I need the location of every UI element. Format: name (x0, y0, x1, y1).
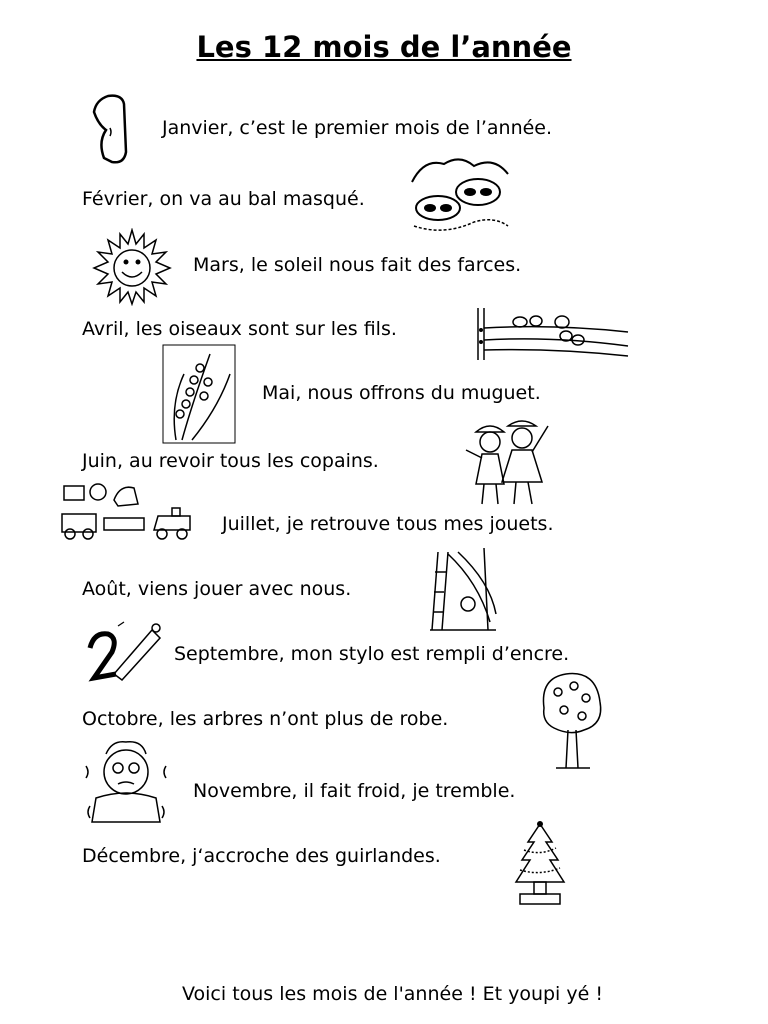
month-line-juillet: Juillet, je retrouve tous mes jouets. (222, 513, 554, 535)
month-line-avril: Avril, les oiseaux sont sur les fils. (82, 318, 397, 340)
birds-on-wire-icon (474, 306, 630, 362)
number-one-icon (88, 92, 130, 166)
playground-slide-icon (428, 542, 498, 634)
smiling-sun-icon (92, 228, 172, 306)
two-children-waving-icon (462, 412, 552, 508)
month-line-juin: Juin, au revoir tous les copains. (82, 450, 379, 472)
month-line-aout: Août, viens jouer avec nous. (82, 578, 352, 600)
month-line-septembre: Septembre, mon stylo est rempli d’encre. (174, 643, 570, 665)
shivering-person-icon (82, 736, 170, 826)
month-line-octobre: Octobre, les arbres n’ont plus de robe. (82, 708, 449, 730)
closing-line: Voici tous les mois de l'année ! Et youpi yé ! (182, 983, 603, 1005)
month-line-mai: Mai, nous offrons du muguet. (262, 382, 541, 404)
carnival-masks-icon (404, 152, 512, 236)
month-line-fevrier: Février, on va au bal masqué. (82, 188, 365, 210)
lily-of-the-valley-icon (162, 344, 236, 444)
month-line-mars: Mars, le soleil nous fait des farces. (193, 254, 522, 276)
month-line-novembre: Novembre, il fait froid, je tremble. (193, 780, 516, 802)
pen-writing-icon (84, 618, 164, 688)
toys-icon (58, 480, 200, 542)
tree-icon (536, 668, 606, 772)
month-line-decembre: Décembre, j‘accroche des guirlandes. (82, 845, 441, 867)
christmas-tree-icon (512, 820, 568, 908)
page-title: Les 12 mois de l’année (196, 30, 572, 64)
month-line-janvier: Janvier, c’est le premier mois de l’année. (162, 117, 553, 139)
